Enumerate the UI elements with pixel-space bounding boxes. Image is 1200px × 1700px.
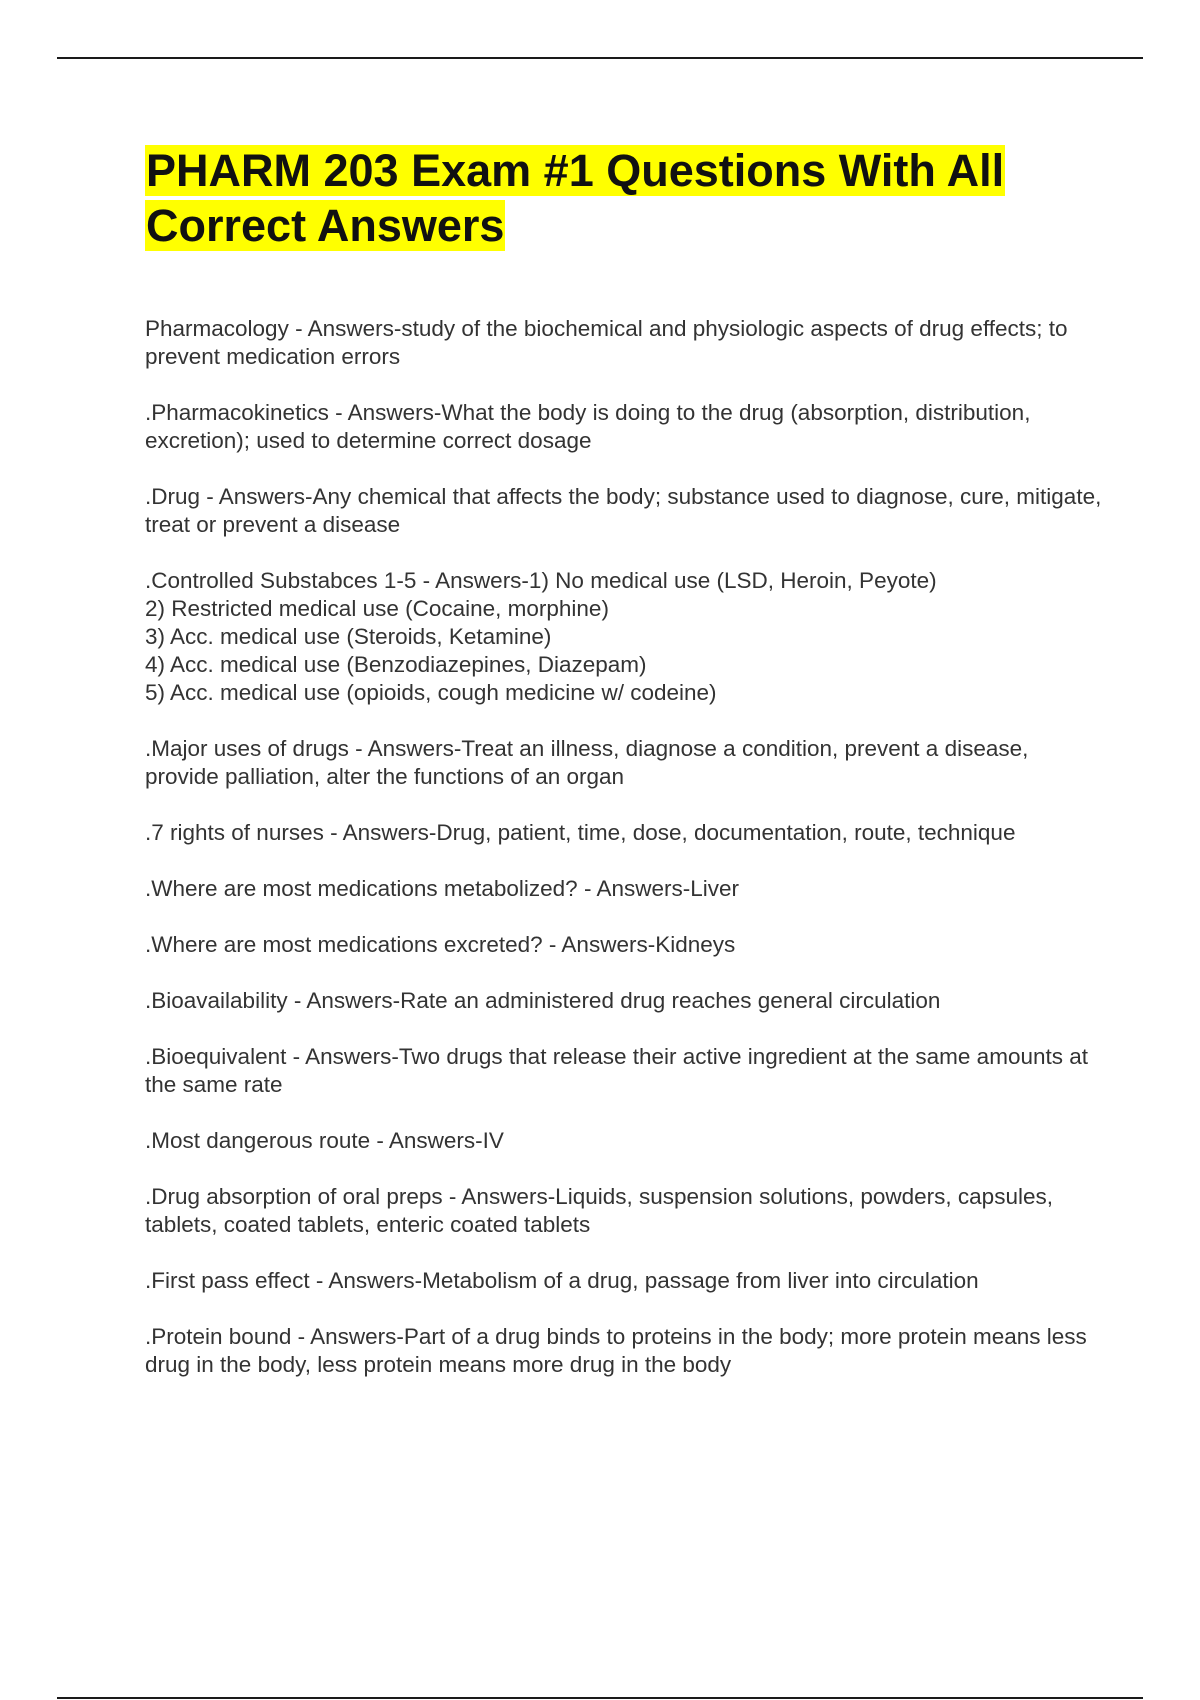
qa-entry-major-uses: .Major uses of drugs - Answers-Treat an illness, diagnose a condition, prevent a disease, provide palliation, alter the functions of an organ bbox=[145, 736, 1029, 789]
document-body bbox=[145, 143, 1105, 1407]
qa-entry-dangerous-route: .Most dangerous route - Answers-IV bbox=[145, 1128, 504, 1153]
qa-entry-excreted: .Where are most medications excreted? - Answers-Kidneys bbox=[145, 932, 736, 957]
qa-entry-controlled-substances: .Controlled Substabces 1-5 - Answers-1) No medical use (LSD, Heroin, Peyote) 2) Restricted medical use (Cocaine, morphine) 3) Acc. medical use (Steroids, Ketamine) 4) Acc. medical use (Benzodiazepines, Diazepam) 5) Acc. medical use (opioids, cough medicine w/ codeine) bbox=[145, 568, 937, 705]
qa-entry-first-pass: .First pass effect - Answers-Metabolism of a drug, passage from liver into circulation bbox=[145, 1268, 979, 1293]
document-title bbox=[145, 143, 1105, 253]
qa-entry-metabolized: .Where are most medications metabolized? - Answers-Liver bbox=[145, 876, 739, 901]
qa-entry-pharmacology: Pharmacology - Answers-study of the biochemical and physiologic aspects of drug effects; to prevent medication errors bbox=[145, 316, 1068, 369]
qa-entry-bioequivalent: .Bioequivalent - Answers-Two drugs that release their active ingredient at the same amounts at the same rate bbox=[145, 1044, 1089, 1097]
qa-entry-drug: .Drug - Answers-Any chemical that affects the body; substance used to diagnose, cure, mitigate, treat or prevent a disease bbox=[145, 484, 1102, 537]
qa-entry-oral-absorption: .Drug absorption of oral preps - Answers-Liquids, suspension solutions, powders, capsules, tablets, coated tablets, enteric coated tablets bbox=[145, 1184, 1053, 1237]
qa-entry-seven-rights: .7 rights of nurses - Answers-Drug, patient, time, dose, documentation, route, technique bbox=[145, 820, 1016, 845]
bottom-rule bbox=[57, 1697, 1143, 1699]
qa-entry-protein-bound: .Protein bound - Answers-Part of a drug binds to proteins in the body; more protein means less drug in the body, less protein means more drug in the body bbox=[145, 1324, 1087, 1377]
title-highlight: PHARM 203 Exam #1 Questions With All Correct Answers bbox=[146, 145, 1005, 251]
top-rule bbox=[57, 57, 1143, 59]
qa-entry-pharmacokinetics: .Pharmacokinetics - Answers-What the body is doing to the drug (absorption, distribution, excretion); used to determine correct dosage bbox=[145, 400, 1031, 453]
qa-entry-bioavailability: .Bioavailability - Answers-Rate an administered drug reaches general circulation bbox=[145, 988, 941, 1013]
